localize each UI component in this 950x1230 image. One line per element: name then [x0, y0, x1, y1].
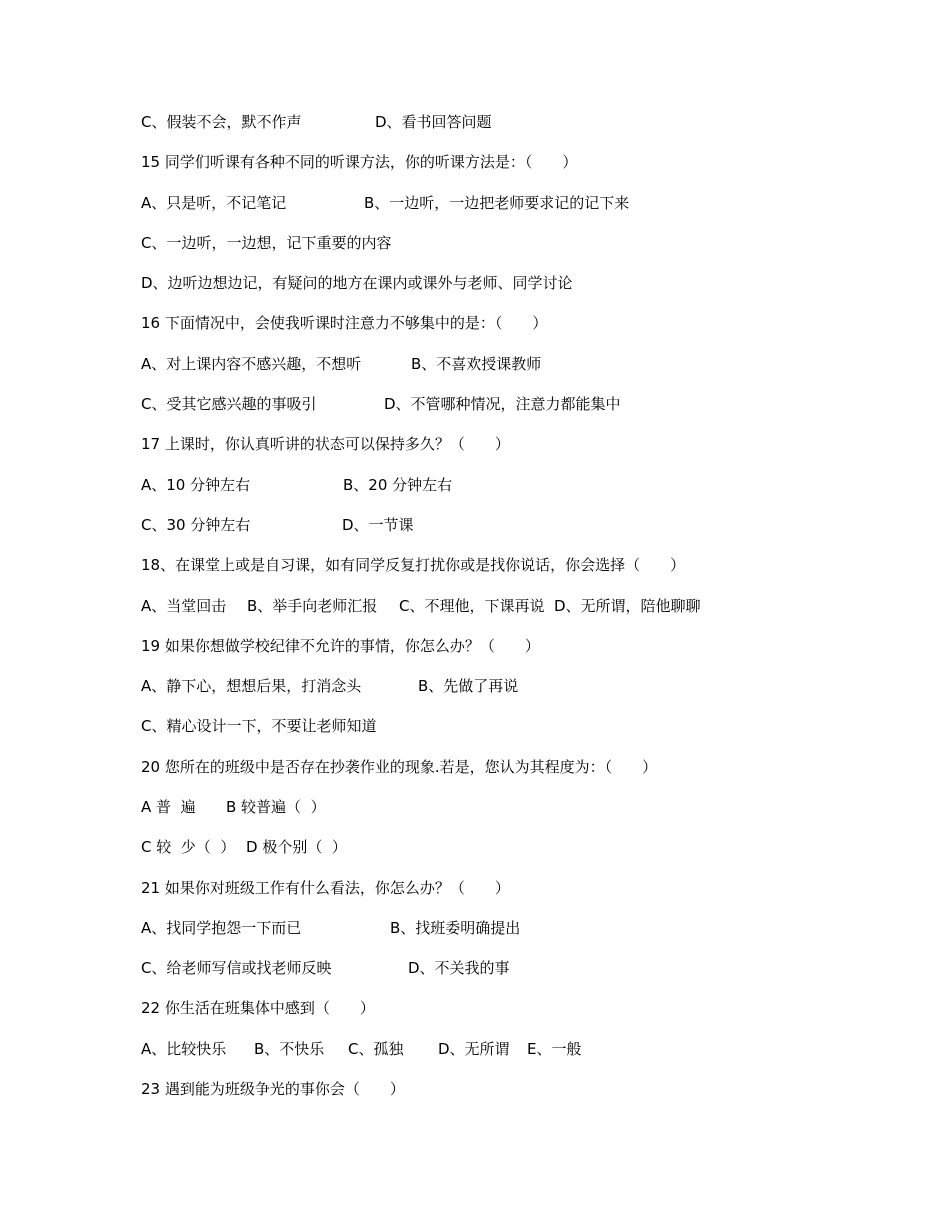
option-b: B、20 分钟左右 — [343, 476, 453, 494]
question-text: 19 如果你想做学校纪律不允许的事情，你怎么办？（ ） — [141, 637, 540, 655]
option-a: A 普 遍 — [141, 798, 196, 816]
option-a: A、静下心，想想后果，打消念头 — [141, 677, 362, 695]
option-d: D、不管哪种情况，注意力都能集中 — [384, 395, 621, 413]
option-c: C、给老师写信或找老师反映 — [141, 959, 332, 977]
option-a: A、只是听，不记笔记 — [141, 194, 287, 212]
option-a: A、对上课内容不感兴趣，不想听 — [141, 355, 362, 373]
option-a: A、当堂回击 — [141, 597, 227, 615]
option-d: D 极个别（ ） — [246, 838, 347, 856]
question-text: 15 同学们听课有各种不同的听课方法，你的听课方法是：（ ） — [141, 153, 578, 171]
option-c: C、孤独 — [348, 1040, 404, 1058]
option-c: C 较 少（ ） — [141, 838, 236, 856]
option-d: D、无所谓，陪他聊聊 — [554, 597, 701, 615]
option-b: B、先做了再说 — [418, 677, 519, 695]
option-a: A、比较快乐 — [141, 1040, 227, 1058]
option-d: D、边听边想边记，有疑问的地方在课内或课外与老师、同学讨论 — [141, 274, 573, 292]
option-c: C、假装不会，默不作声 — [141, 113, 302, 131]
option-d: D、无所谓 — [438, 1040, 510, 1058]
option-b: B、举手向老师汇报 — [247, 597, 378, 615]
option-e: E、一般 — [527, 1040, 582, 1058]
option-a: A、10 分钟左右 — [141, 476, 251, 494]
option-c: C、30 分钟左右 — [141, 516, 251, 534]
question-23 — [141, 1079, 405, 1139]
option-b: B、不喜欢授课教师 — [411, 355, 542, 373]
option-c: C、受其它感兴趣的事吸引 — [141, 395, 317, 413]
question-text: 16 下面情况中，会使我听课时注意力不够集中的是：（ ） — [141, 314, 548, 332]
question-text: 17 上课时，你认真听讲的状态可以保持多久？（ ） — [141, 435, 510, 453]
option-d: D、一节课 — [342, 516, 414, 534]
question-text: 23 遇到能为班级争光的事你会（ ） — [141, 1080, 405, 1098]
question-text: 22 你生活在班集体中感到（ ） — [141, 999, 375, 1017]
question-text: 20 您所在的班级中是否存在抄袭作业的现象.若是，您认为其程度为：（ ） — [141, 758, 658, 776]
option-b: B、一边听，一边把老师要求记的记下来 — [364, 194, 630, 212]
option-c: C、不理他，下课再说 — [399, 597, 545, 615]
option-b: B、不快乐 — [254, 1040, 325, 1058]
option-b: B、找班委明确提出 — [390, 919, 521, 937]
question-text: 21 如果你对班级工作有什么看法，你怎么办？（ ） — [141, 879, 510, 897]
option-c: C、一边听，一边想，记下重要的内容 — [141, 234, 392, 252]
option-d: D、看书回答问题 — [375, 113, 492, 131]
question-text: 18、在课堂上或是自习课，如有同学反复打扰你或是找你说话，你会选择（ ） — [141, 556, 686, 574]
option-c: C、精心设计一下，不要让老师知道 — [141, 717, 377, 735]
option-d: D、不关我的事 — [408, 959, 510, 977]
option-b: B 较普遍（ ） — [226, 798, 326, 816]
option-a: A、找同学抱怨一下而已 — [141, 919, 302, 937]
